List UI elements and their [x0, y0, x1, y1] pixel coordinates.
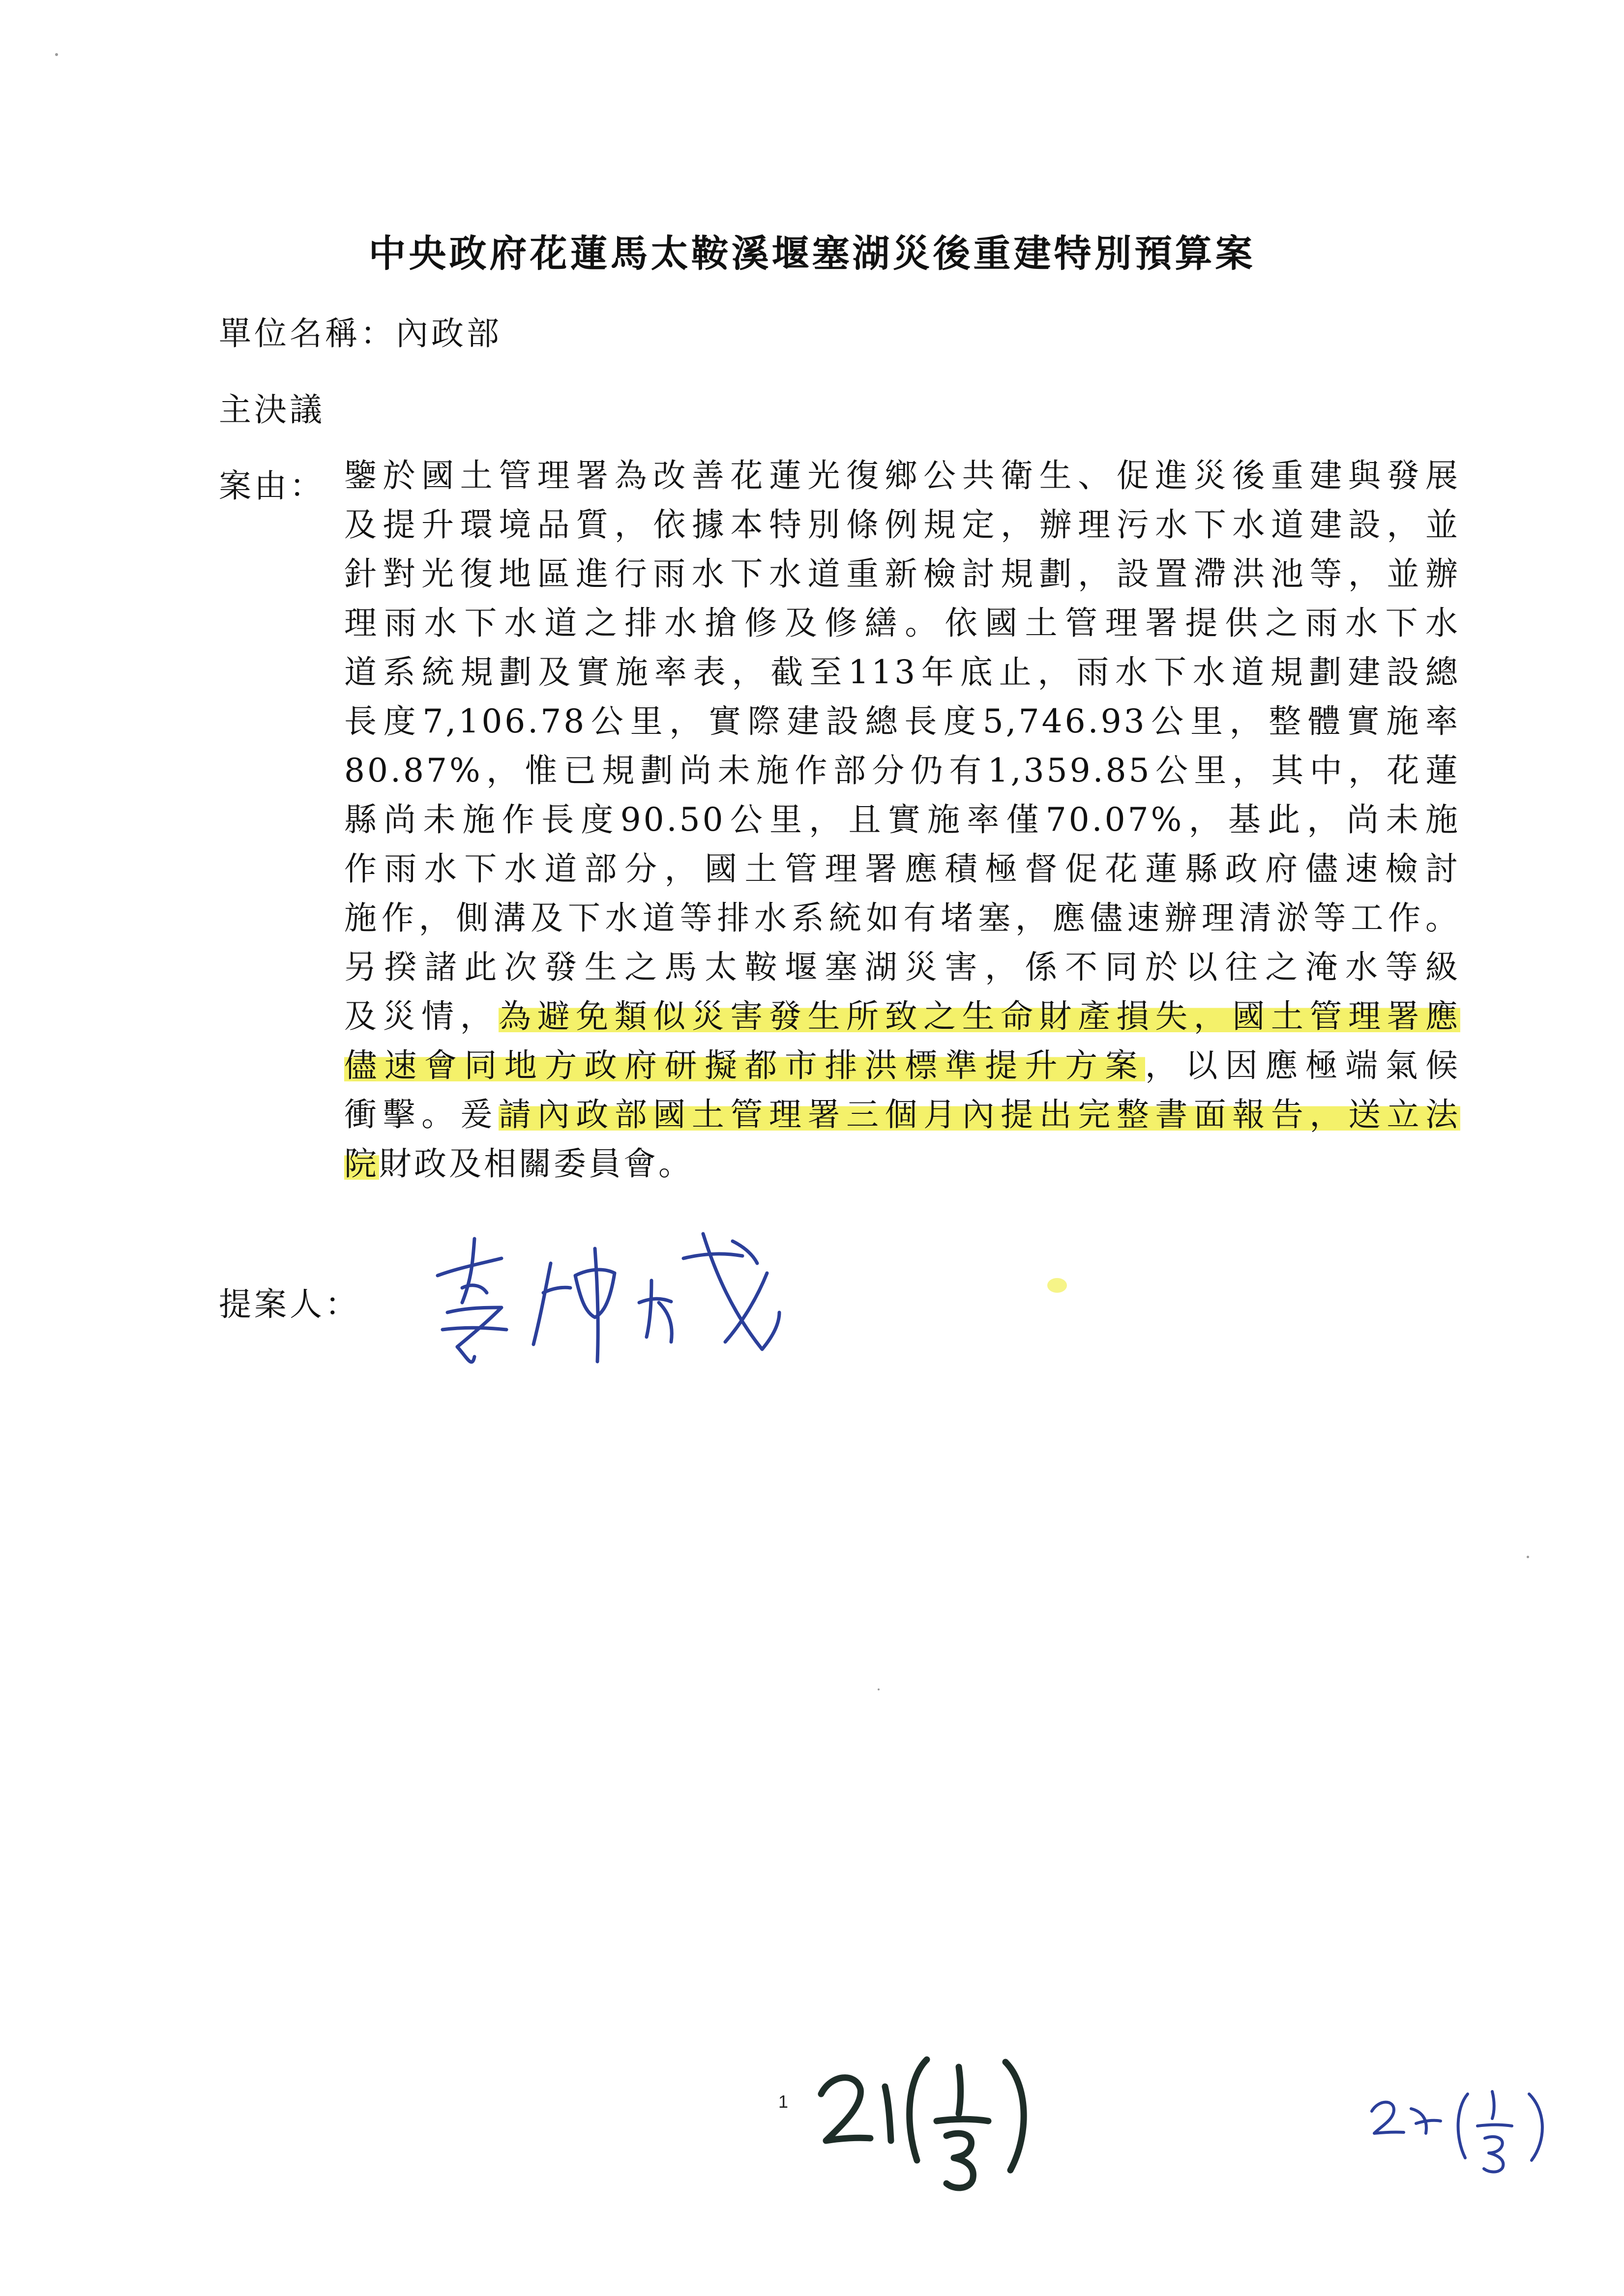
- scan-speck: [878, 1688, 880, 1690]
- case-line: [344, 653, 1460, 705]
- highlighted-text: 儘速會同地方政府研擬都市排洪標準提升方案: [344, 1046, 1145, 1084]
- case-text: 衝擊。爰: [344, 1096, 499, 1133]
- case-line: [344, 948, 1460, 1000]
- resolution-type: 主決議: [219, 391, 325, 429]
- case-line: [344, 555, 1460, 607]
- scan-speck: [1527, 1556, 1529, 1558]
- case-body: [344, 457, 1461, 1197]
- scan-speck: [55, 53, 58, 56]
- case-line: [344, 850, 1460, 902]
- handwritten-page-mark-secondary: [1367, 2064, 1573, 2178]
- case-line: [344, 604, 1460, 656]
- case-text: 財政及相關委員會。: [379, 1145, 693, 1183]
- case-line: [344, 1046, 1461, 1099]
- case-text: 及提升環境品質，依據本特別條例規定，辦理污水下水道建設，並: [344, 506, 1460, 544]
- case-text: 鑒於國土管理署為改善花蓮光復鄉公共衛生、促進災後重建與發展: [344, 457, 1460, 494]
- case-line: [344, 997, 1461, 1049]
- proposer-label: 提案人：: [219, 1285, 360, 1323]
- highlighted-text: 為避免類似災害發生所致之生命財產損失，國土管理署應: [499, 997, 1461, 1035]
- page-mark-drawing: [811, 2040, 1047, 2202]
- case-line: [344, 457, 1460, 509]
- unit-value: 內政部: [396, 315, 502, 352]
- highlighted-text: 請內政部國土管理署三個月內提出完整書面報告，送立法: [499, 1096, 1461, 1133]
- page-number: 1: [778, 2092, 789, 2112]
- case-text: 道系統規劃及實施率表，截至113年底止，雨水下水道規劃建設總: [344, 653, 1460, 691]
- case-line: [344, 1096, 1461, 1148]
- case-line: [344, 899, 1460, 951]
- case-text: 及災情，: [344, 997, 499, 1035]
- case-text: ，以因應極端氣候: [1145, 1046, 1461, 1084]
- case-text: 施作，側溝及下水道等排水系統如有堵塞，應儘速辦理清淤等工作。: [344, 899, 1460, 937]
- unit-label: 單位名稱：: [219, 315, 396, 352]
- case-text: 針對光復地區進行雨水下水道重新檢討規劃，設置滯洪池等，並辦: [344, 555, 1460, 593]
- case-text: 理雨水下水道之排水搶修及修繕。依國土管理署提供之雨水下水: [344, 604, 1460, 642]
- signature: [428, 1229, 831, 1371]
- case-text: 作雨水下水道部分，國土管理署應積極督促花蓮縣政府儘速檢討: [344, 850, 1460, 888]
- case-text: 另揆諸此次發生之馬太鞍堰塞湖災害，係不同於以往之淹水等級: [344, 948, 1460, 986]
- case-text: 縣尚未施作長度90.50公里，且實施率僅70.07%，基此，尚未施: [344, 801, 1460, 839]
- highlighted-text: 院: [344, 1145, 379, 1183]
- handwritten-page-mark: [811, 2040, 1047, 2202]
- document-title: 中央政府花蓮馬太鞍溪堰塞湖災後重建特別預算案: [368, 232, 1256, 275]
- case-line: [344, 506, 1460, 558]
- case-line: [344, 702, 1460, 755]
- highlighter-mark: [1047, 1278, 1067, 1293]
- case-line: [344, 752, 1460, 804]
- signature-drawing: [428, 1229, 831, 1371]
- case-text: 80.87%，惟已規劃尚未施作部分仍有1,359.85公里，其中，花蓮: [344, 752, 1460, 789]
- unit-field: [219, 307, 502, 354]
- case-label: 案由：: [219, 467, 325, 505]
- case-line: [344, 801, 1460, 853]
- case-text: 長度7,106.78公里，實際建設總長度5,746.93公里，整體實施率: [344, 702, 1460, 740]
- page-mark-secondary-drawing: [1367, 2064, 1573, 2178]
- case-line: [344, 1145, 1460, 1197]
